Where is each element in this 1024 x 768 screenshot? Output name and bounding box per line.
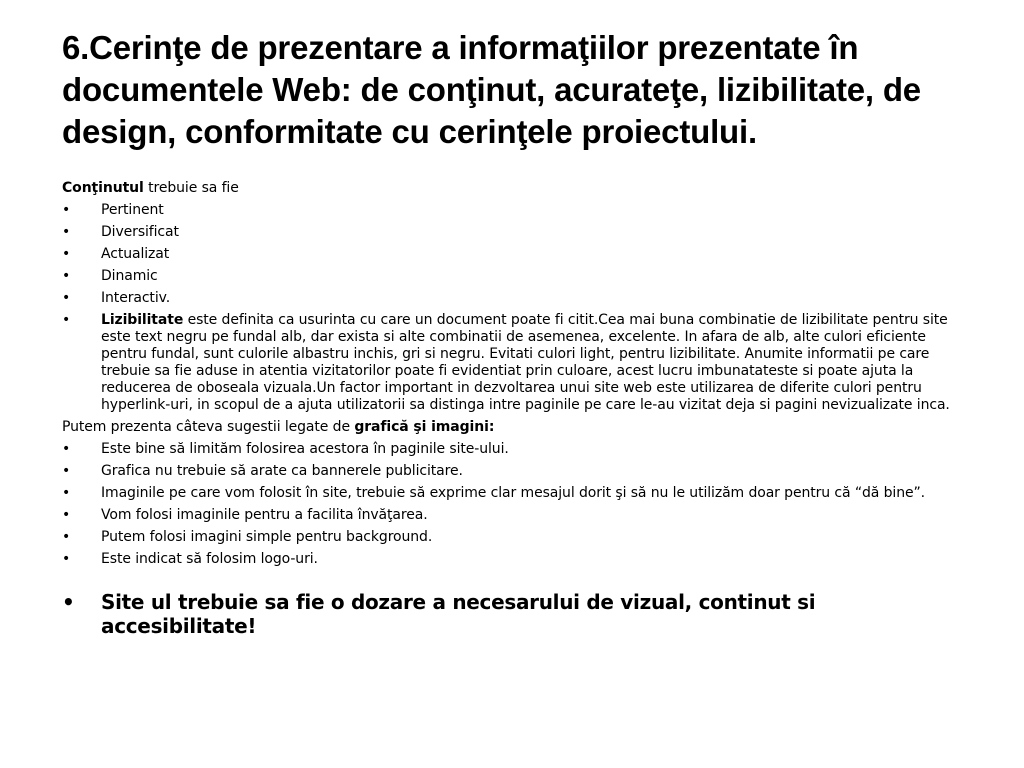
readability-bold: Lizibilitate — [101, 312, 184, 328]
bullet-icon: • — [62, 529, 71, 545]
content-intro — [62, 180, 962, 197]
bullet-icon: • — [62, 268, 71, 284]
list-item-text: Putem folosi imagini simple pentru background. — [101, 529, 433, 545]
list-item-text: Actualizat — [101, 246, 170, 262]
bullet-icon: • — [62, 246, 71, 262]
content-intro-text: trebuie sa fie — [143, 180, 239, 196]
bullet-icon: • — [62, 551, 71, 567]
content-intro-bold: Conţinutul — [62, 180, 144, 196]
graphics-intro-bold: grafică şi imagini: — [354, 419, 495, 435]
list-item — [62, 529, 962, 546]
list-item — [62, 290, 962, 307]
bullet-icon: • — [62, 590, 75, 614]
list-item — [62, 224, 962, 241]
readability-item — [62, 312, 962, 414]
slide-content — [62, 180, 962, 643]
bullet-icon: • — [62, 312, 71, 328]
list-item-text: Este indicat să folosim logo-uri. — [101, 551, 318, 567]
list-item-text: Vom folosi imaginile pentru a facilita învăţarea. — [101, 507, 428, 523]
slide-title: 6.Cerinţe de prezentare a informaţiilor prezentate în documentele Web: de conţinut, acurateţe, lizibilitate, de design, conformitate cu cerinţele proiectului. — [62, 29, 921, 150]
bullet-icon: • — [62, 290, 71, 306]
list-item — [62, 551, 962, 568]
list-item-text: Imaginile pe care vom folosit în site, trebuie să exprime clar mesajul dorit şi să nu le utilizăm doar pentru că “dă bine”. — [101, 485, 925, 501]
bullet-icon: • — [62, 224, 71, 240]
bullet-icon: • — [62, 202, 71, 218]
bullet-icon: • — [62, 485, 71, 501]
content-list — [62, 202, 962, 414]
list-item — [62, 507, 962, 524]
conclusion-text: Site ul trebuie sa fie o dozare a necesarului de vizual, continut si accesibilitate! — [101, 590, 816, 638]
list-item-text: Pertinent — [101, 202, 164, 218]
list-item — [62, 202, 962, 219]
graphics-list — [62, 441, 962, 568]
graphics-intro — [62, 419, 962, 436]
list-item — [62, 268, 962, 285]
bullet-icon: • — [62, 507, 71, 523]
list-item-text: Dinamic — [101, 268, 158, 284]
list-item — [62, 463, 962, 480]
graphics-intro-text: Putem prezenta câteva sugestii legate de — [62, 419, 355, 435]
list-item — [62, 485, 962, 502]
bullet-icon: • — [62, 463, 71, 479]
list-item-text: Este bine să limităm folosirea acestora în paginile site-ului. — [101, 441, 509, 457]
list-item-text: Interactiv. — [101, 290, 171, 306]
conclusion-item — [62, 590, 962, 638]
bullet-icon: • — [62, 441, 71, 457]
readability-text: este definita ca usurinta cu care un document poate fi citit.Cea mai buna combinatie de lizibilitate pentru site este text negru pe fundal alb, dar exista si alte combinatii de asemenea, excelente. In afara de alb, alte culori eficiente pentru fundal, sunt culorile albastru inchis, gri si negru. Evitati culori light, pentru lizibilitate. Anumite informatii pe care trebuie sa fie aduse in atentia vizitatorilor poate fi evidentiat prin culoare, acest lucru imbunatateste si poate ajuta la reducerea de oboseala vizuala.Un factor important in dezvoltarea unui site web este utilizarea de diferite culori pentru hyperlink-uri, in scopul de a ajuta utilizatorii sa distinga intre paginile pe care le-au vizitat deja si pagini nevizualizate inca. — [101, 312, 950, 413]
list-item-text: Grafica nu trebuie să arate ca bannerele publicitare. — [101, 463, 463, 479]
conclusion-list — [62, 590, 962, 638]
list-item — [62, 246, 962, 263]
list-item-text: Diversificat — [101, 224, 179, 240]
list-item — [62, 441, 962, 458]
